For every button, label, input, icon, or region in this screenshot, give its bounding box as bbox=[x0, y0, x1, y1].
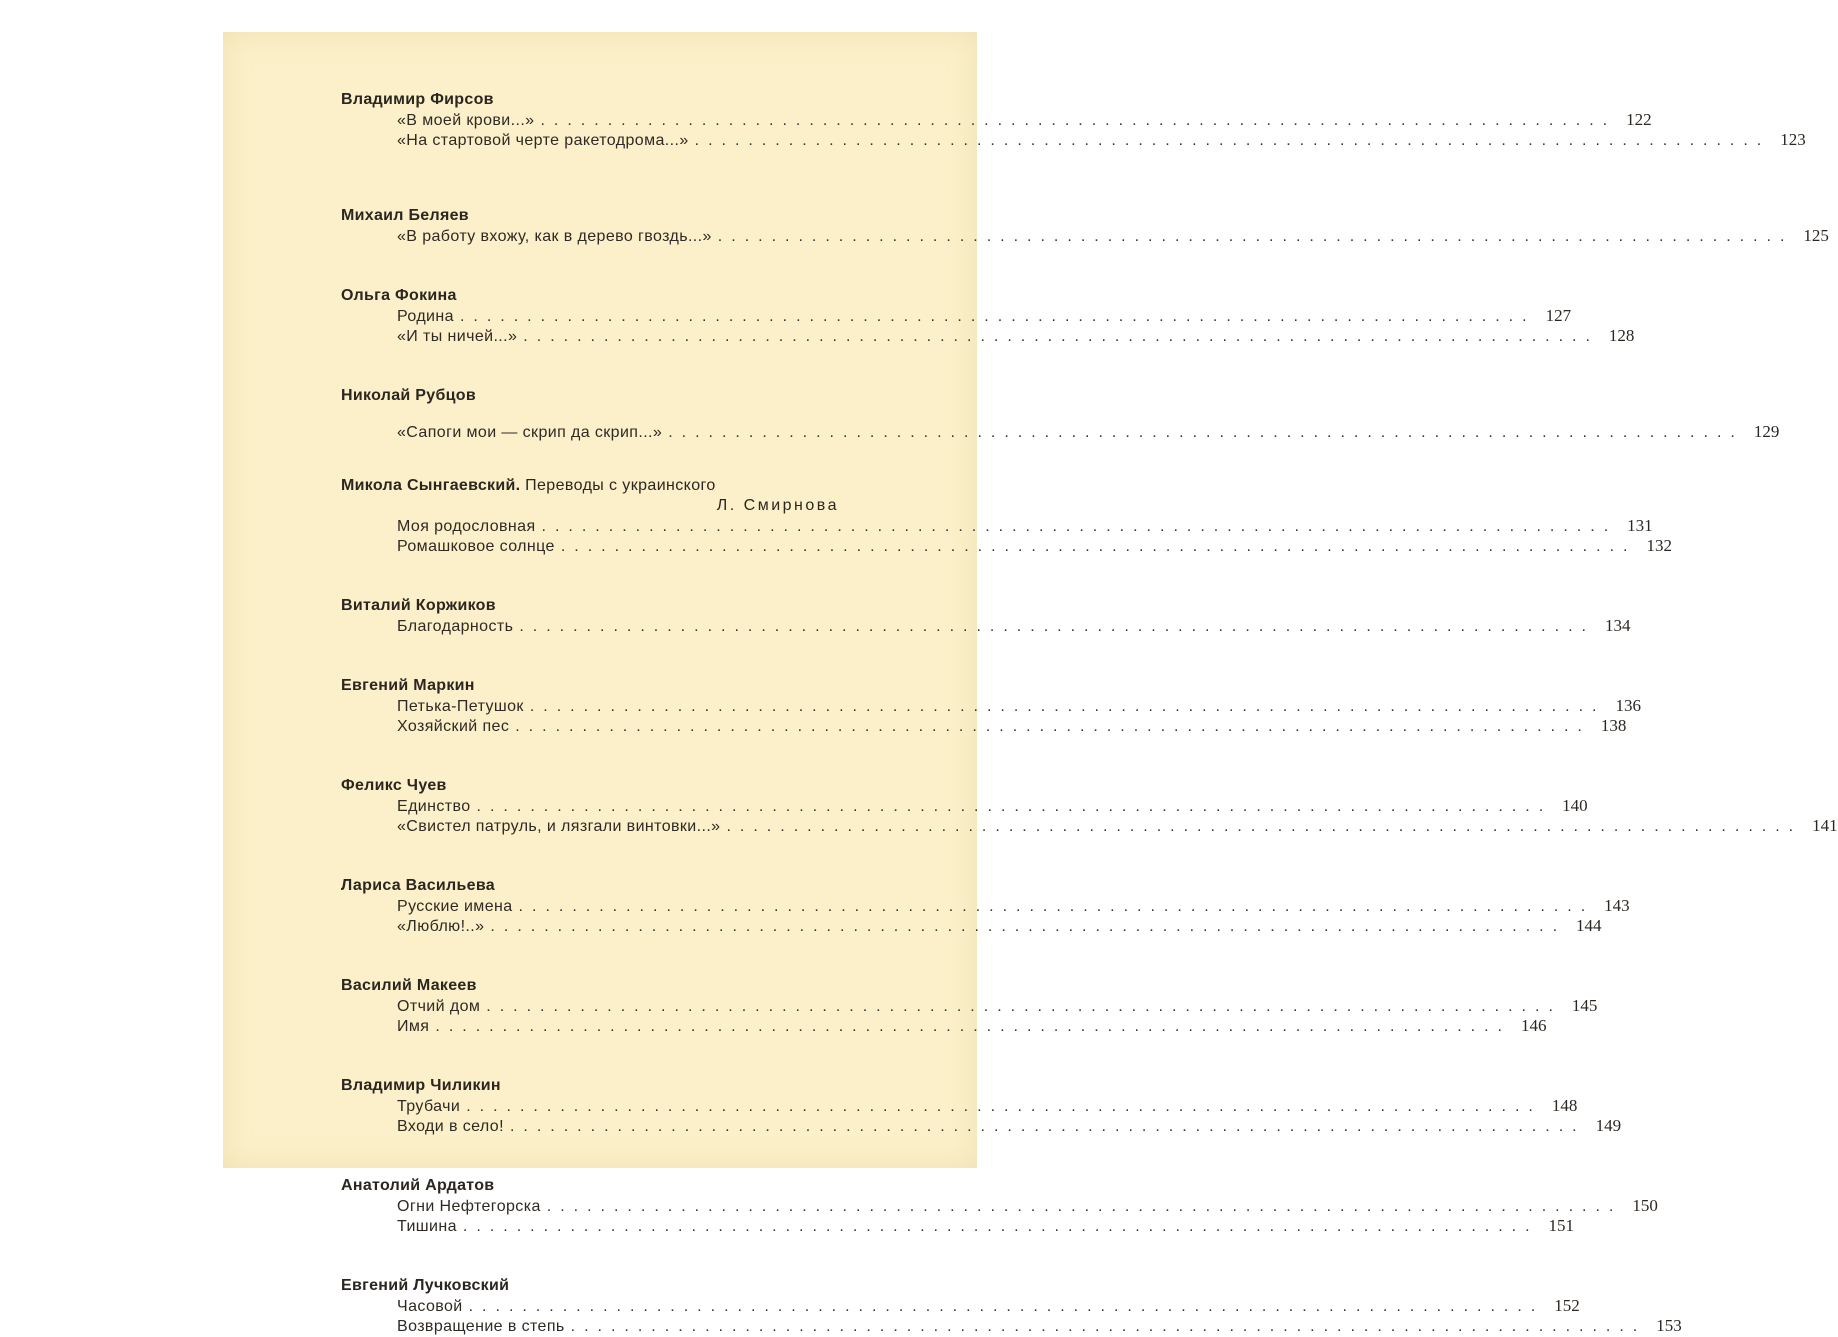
dot-leader: ................................................................................ bbox=[519, 618, 1595, 635]
toc-entry bbox=[341, 916, 1602, 936]
author-name-text: Микола Сынгаевский. bbox=[341, 477, 521, 494]
toc-entry bbox=[341, 616, 1631, 636]
toc-entry bbox=[341, 1296, 1580, 1316]
toc-section bbox=[341, 876, 1630, 936]
entry-page: 149 bbox=[1595, 1116, 1622, 1135]
entry-page: 144 bbox=[1576, 916, 1602, 935]
entry-title: Родина bbox=[397, 308, 454, 325]
entry-page: 122 bbox=[1626, 110, 1652, 129]
entry-title: Имя bbox=[397, 1018, 430, 1035]
toc-entry bbox=[341, 996, 1598, 1016]
entry-page: 140 bbox=[1562, 796, 1588, 815]
dot-leader: ................................................................................ bbox=[518, 898, 1595, 915]
author-name: Лариса Васильева bbox=[341, 877, 495, 894]
translator-name: Л. Смирнова bbox=[716, 497, 839, 514]
entry-title: Хозяйский пес bbox=[397, 718, 510, 735]
entry-page: 132 bbox=[1646, 536, 1672, 555]
entry-title: Трубачи bbox=[397, 1098, 461, 1115]
entry-page: 138 bbox=[1600, 716, 1627, 735]
toc-entry bbox=[341, 1096, 1578, 1116]
dot-leader: ................................................................................ bbox=[509, 1118, 1586, 1135]
author-name: Михаил Беляев bbox=[341, 207, 469, 224]
toc-entry bbox=[341, 1016, 1547, 1036]
toc-entry bbox=[341, 422, 1780, 442]
entry-title: «В работу вхожу, как в дерево гвоздь...» bbox=[397, 228, 712, 245]
toc-entry bbox=[341, 796, 1588, 816]
toc-entry bbox=[341, 1216, 1575, 1236]
entry-title: «Сапоги мои — скрип да скрип...» bbox=[397, 424, 663, 441]
entry-page: 136 bbox=[1615, 696, 1641, 715]
entry-page: 150 bbox=[1632, 1196, 1658, 1215]
translation-note: Переводы с украинского bbox=[525, 477, 716, 494]
dot-leader: ................................................................................ bbox=[523, 328, 1599, 345]
dot-leader: ................................................................................ bbox=[468, 1298, 1545, 1315]
dot-leader: ................................................................................ bbox=[694, 132, 1771, 149]
entry-page: 152 bbox=[1554, 1296, 1580, 1315]
dot-leader: ................................................................................ bbox=[546, 1198, 1623, 1215]
toc-section bbox=[341, 676, 1641, 736]
author-name: Владимир Фирсов bbox=[341, 91, 494, 108]
entry-title: Благодарность bbox=[397, 618, 514, 635]
toc-entry bbox=[341, 226, 1829, 246]
entry-title: Отчий дом bbox=[397, 998, 481, 1015]
entry-title: Входи в село! bbox=[397, 1118, 504, 1135]
author-name: Василий Макеев bbox=[341, 977, 477, 994]
author-name: Виталий Коржиков bbox=[341, 597, 496, 614]
entry-page: 146 bbox=[1521, 1016, 1547, 1035]
toc-section bbox=[341, 976, 1598, 1036]
toc-entry bbox=[341, 110, 1652, 130]
toc-section bbox=[341, 596, 1631, 636]
toc-entry bbox=[341, 306, 1572, 326]
dot-leader: ................................................................................ bbox=[560, 538, 1637, 555]
entry-page: 145 bbox=[1571, 996, 1598, 1015]
toc-entry bbox=[341, 536, 1672, 556]
entry-title: «И ты ничей...» bbox=[397, 328, 518, 345]
entry-title: Часовой bbox=[397, 1298, 463, 1315]
dot-leader: ................................................................................ bbox=[540, 112, 1617, 129]
entry-page: 143 bbox=[1604, 896, 1630, 915]
entry-page: 151 bbox=[1548, 1216, 1575, 1235]
entry-page: 148 bbox=[1551, 1096, 1578, 1115]
toc-entry bbox=[341, 896, 1630, 916]
toc-section bbox=[341, 286, 1635, 346]
entry-title: «Свистел патруль, и лязгали винтовки...» bbox=[397, 818, 721, 835]
dot-leader: ................................................................................ bbox=[515, 718, 1591, 735]
dot-leader: ................................................................................ bbox=[529, 698, 1606, 715]
author-name: Ольга Фокина bbox=[341, 287, 457, 304]
entry-page: 123 bbox=[1780, 130, 1806, 149]
author-name: Евгений Маркин bbox=[341, 677, 475, 694]
entry-page: 125 bbox=[1803, 226, 1829, 245]
entry-title: Единство bbox=[397, 798, 471, 815]
entry-title: Ромашковое солнце bbox=[397, 538, 555, 555]
entry-title: Возвращение в степь bbox=[397, 1318, 565, 1335]
toc-entry bbox=[341, 326, 1635, 346]
entry-page: 131 bbox=[1627, 516, 1653, 535]
toc-section bbox=[341, 1176, 1658, 1236]
author-name: Владимир Чиликин bbox=[341, 1077, 501, 1094]
entry-title: «В моей крови...» bbox=[397, 112, 535, 129]
dot-leader: ................................................................................ bbox=[462, 1218, 1539, 1235]
author-name: Евгений Лучковский bbox=[341, 1277, 510, 1294]
toc-entry bbox=[341, 716, 1627, 736]
entry-title: Огни Нефтегорска bbox=[397, 1198, 541, 1215]
table-of-contents bbox=[341, 90, 1838, 1336]
toc-entry bbox=[341, 816, 1838, 836]
dot-leader: ................................................................................ bbox=[459, 308, 1536, 325]
toc-entry bbox=[341, 1116, 1622, 1136]
dot-leader: ................................................................................ bbox=[435, 1018, 1511, 1035]
entry-title: Тишина bbox=[397, 1218, 457, 1235]
author-name: Николай Рубцов bbox=[341, 387, 477, 404]
entry-page: 128 bbox=[1608, 326, 1635, 345]
author-name: Феликс Чуев bbox=[341, 777, 447, 794]
toc-section bbox=[341, 476, 1672, 556]
entry-page: 129 bbox=[1753, 422, 1780, 441]
toc-entry bbox=[341, 696, 1641, 716]
author-name bbox=[341, 476, 911, 496]
entry-title: «Люблю!..» bbox=[397, 918, 485, 935]
entry-title: «На стартовой черте ракетодрома...» bbox=[397, 132, 689, 149]
dot-leader: ................................................................................ bbox=[717, 228, 1794, 245]
entry-page: 141 bbox=[1812, 816, 1838, 835]
toc-section bbox=[341, 776, 1838, 836]
dot-leader: ................................................................................ bbox=[476, 798, 1553, 815]
dot-leader: ................................................................................ bbox=[490, 918, 1567, 935]
dot-leader: ................................................................................ bbox=[466, 1098, 1542, 1115]
author-name: Анатолий Ардатов bbox=[341, 1177, 495, 1194]
entry-page: 127 bbox=[1545, 306, 1572, 325]
toc-entry bbox=[341, 1196, 1658, 1216]
dot-leader: ................................................................................ bbox=[726, 818, 1803, 835]
toc-entry bbox=[341, 516, 1653, 536]
toc-section bbox=[341, 1076, 1622, 1136]
toc-entry bbox=[341, 1316, 1682, 1336]
entry-title: Русские имена bbox=[397, 898, 513, 915]
entry-title: Моя родословная bbox=[397, 518, 536, 535]
toc-section bbox=[341, 1276, 1682, 1336]
entry-title: Петька-Петушок bbox=[397, 698, 524, 715]
toc-section bbox=[341, 386, 1780, 442]
toc-section bbox=[341, 206, 1829, 246]
entry-page: 153 bbox=[1656, 1316, 1682, 1335]
toc-entry bbox=[341, 130, 1806, 150]
toc-section bbox=[341, 90, 1806, 150]
book-page bbox=[223, 32, 1838, 1335]
dot-leader: ................................................................................ bbox=[570, 1318, 1647, 1335]
dot-leader: ................................................................................ bbox=[541, 518, 1618, 535]
dot-leader: ................................................................................ bbox=[668, 424, 1744, 441]
entry-page: 134 bbox=[1604, 616, 1631, 635]
dot-leader: ................................................................................ bbox=[486, 998, 1562, 1015]
